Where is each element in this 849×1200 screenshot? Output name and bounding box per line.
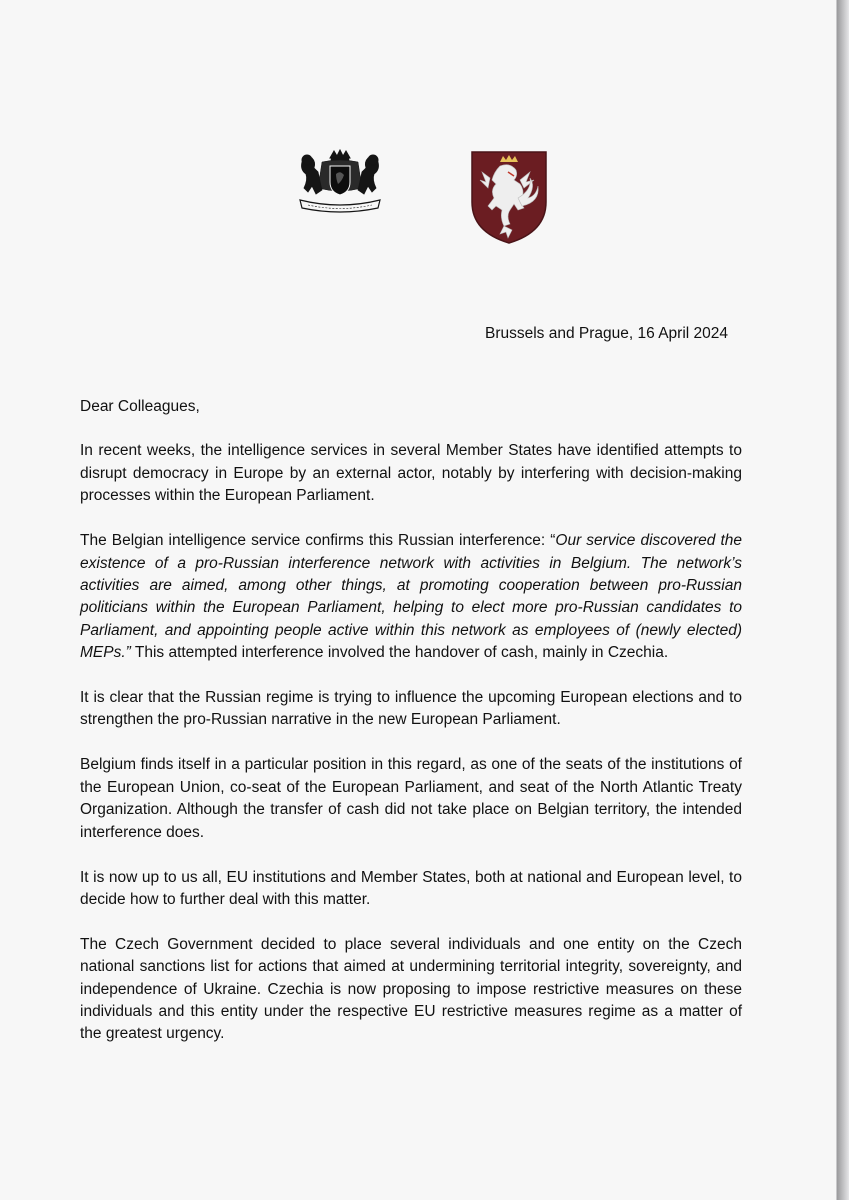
paragraph-2-after: This attempted interference involved the handover of cash, mainly in Czechia.	[130, 644, 669, 662]
paragraph-2-intro: The Belgian intelligence service confirms this Russian interference: “	[80, 532, 556, 550]
paragraph-4: Belgium finds itself in a particular position in this regard, as one of the seats of the institutions of the European Union, co-seat of the European Parliament, and seat of the North Atlantic Treaty Organization. Although the transfer of cash did not take place on Belgian territory, the intended interference does.	[80, 756, 742, 841]
intelligence-quote: Our service discovered the existence of a pro-Russian interference network with activities in Belgium. The network’s activities are aimed, among other things, at promoting cooperation between pro-Russian politicians within the European Parliament, helping to elect more pro-Russian candidates to Parliament, and appointing people active within this network as employees of (newly elected) MEPs.	[80, 532, 742, 662]
belgian-coat-of-arms-icon	[292, 148, 388, 214]
paragraph-5: It is now up to us all, EU institutions and Member States, both at national and European level, to decide how to further deal with this matter.	[80, 868, 742, 908]
paragraph-1: In recent weeks, the intelligence services in several Member States have identified attempts to disrupt democracy in Europe by an external actor, notably by interfering with decision-making processes within the European Parliament.	[80, 442, 742, 505]
quote-close-mark: ”	[125, 644, 131, 662]
salutation: Dear Colleagues,	[80, 398, 200, 415]
paragraph-6: The Czech Government decided to place several individuals and one entity on the Czech national sanctions list for actions that aimed at undermining territorial integrity, sovereignty, and independence of Ukraine. Czechia is now proposing to impose restrictive measures on these individuals and this entity under the respective EU restrictive measures regime as a matter of the greatest urgency.	[80, 935, 742, 1043]
page-edge-shadow	[837, 0, 849, 1200]
czech-coat-of-arms-icon	[470, 150, 548, 245]
paragraph-2	[80, 530, 742, 664]
date-line: Brussels and Prague, 16 April 2024	[485, 325, 728, 342]
paragraph-3: It is clear that the Russian regime is trying to influence the upcoming European elections and to strengthen the pro-Russian narrative in the new European Parliament.	[80, 689, 742, 729]
letter-body	[80, 396, 742, 1068]
